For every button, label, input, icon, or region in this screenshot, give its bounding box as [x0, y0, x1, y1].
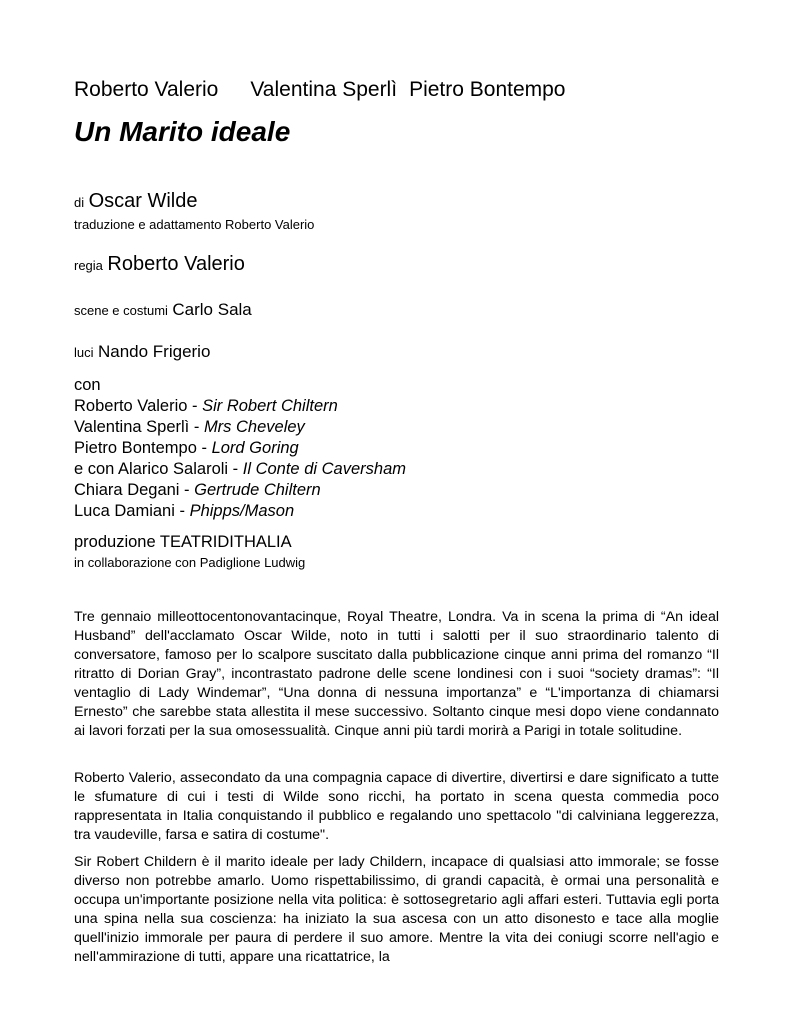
play-title: Un Marito ideale — [74, 116, 291, 147]
direction-prefix: regia — [74, 258, 103, 273]
cast-heading: con — [74, 376, 101, 394]
sets-line — [74, 300, 252, 320]
body-paragraph-3: Sir Robert Childern è il marito ideale per lady Childern, incapace di qualsiasi atto immorale; se fosse diverso non potrebbe amarlo. Uomo rispettabilissimo, di grandi capacità, è ormai una personalità e occupa un'importante posizione nella vita politica: è sottosegretario agli affari esteri. Tuttavia egli porta una spina nella sua coscienza: ha iniziato la sua ascesa con un atto disonesto e tace alla moglie quell'inizio immorale per paura di perdere il suo amore. Mentre la vita dei coniugi scorre nell'agio e nell'ammirazione di tutti, appare una ricattatrice, la — [74, 854, 719, 965]
collaboration-line: in collaborazione con Padiglione Ludwig — [74, 555, 306, 570]
cast-member: Valentina Sperlì - Mrs Cheveley — [74, 418, 305, 436]
lights-prefix: luci — [74, 345, 94, 360]
lights-name: Nando Frigerio — [97, 342, 211, 361]
body-paragraph-2: Roberto Valerio, assecondato da una compagnia capace di divertire, divertirsi e dare significato a tutte le sfumature di cui i testi di Wilde sono ricchi, ha portato in scena questa commedia poco rappresentata in Italia conquistando il pubblico e regalando uno spettacolo "di calviniana leggerezza, tra vaudeville, farsa e satira di costume". — [74, 770, 719, 843]
cast-list — [74, 375, 406, 522]
body-paragraph-1: Tre gennaio milleottocentonovantacinque, Royal Theatre, Londra. Va in scena la prima di “An ideal Husband” dell'acclamato Oscar Wilde, noto in tutti i salotti per il suo straordinario talento di conversatore, famoso per lo scalpore suscitato dalla pubblicazione cinque anni prima del romanzo “Il ritratto di Dorian Gray”, incontrastato padrone delle scene londinesi con i suoi “society dramas”: “Il ventaglio di Lady Windemar”, “Una donna di nessuna importanza” e “L'importanza di chiamarsi Ernesto” che sarebbe stata allestita il mese successivo. Soltanto cinque mesi dopo viene condannato ai lavori forzati per la sua omosessualità. Cinque anni più tardi morirà a Parigi in totale solitudine. — [74, 609, 719, 739]
cast-member: Roberto Valerio - Sir Robert Chiltern — [74, 397, 338, 415]
lead-actor-3: Pietro Bontempo — [409, 78, 566, 101]
director-name: Roberto Valerio — [107, 253, 245, 275]
lights-line — [74, 342, 210, 362]
cast-member: Pietro Bontempo - Lord Goring — [74, 439, 299, 457]
cast-member: e con Alarico Salaroli - Il Conte di Caversham — [74, 460, 406, 478]
sets-name: Carlo Sala — [172, 300, 252, 319]
sets-prefix: scene e costumi — [74, 303, 168, 318]
author-line — [74, 190, 197, 213]
lead-actor-2: Valentina Sperlì — [250, 78, 398, 101]
author-name: Oscar Wilde — [88, 190, 198, 212]
cast-member: Chiara Degani - Gertrude Chiltern — [74, 481, 321, 499]
cast-member: Luca Damiani - Phipps/Mason — [74, 502, 295, 520]
lead-actors — [74, 78, 566, 102]
author-prefix: di — [74, 195, 85, 210]
lead-actor-1: Roberto Valerio — [74, 78, 219, 101]
translation-line: traduzione e adattamento Roberto Valerio — [74, 217, 315, 232]
production-line: produzione TEATRIDITHALIA — [74, 533, 292, 551]
direction-line — [74, 253, 245, 276]
